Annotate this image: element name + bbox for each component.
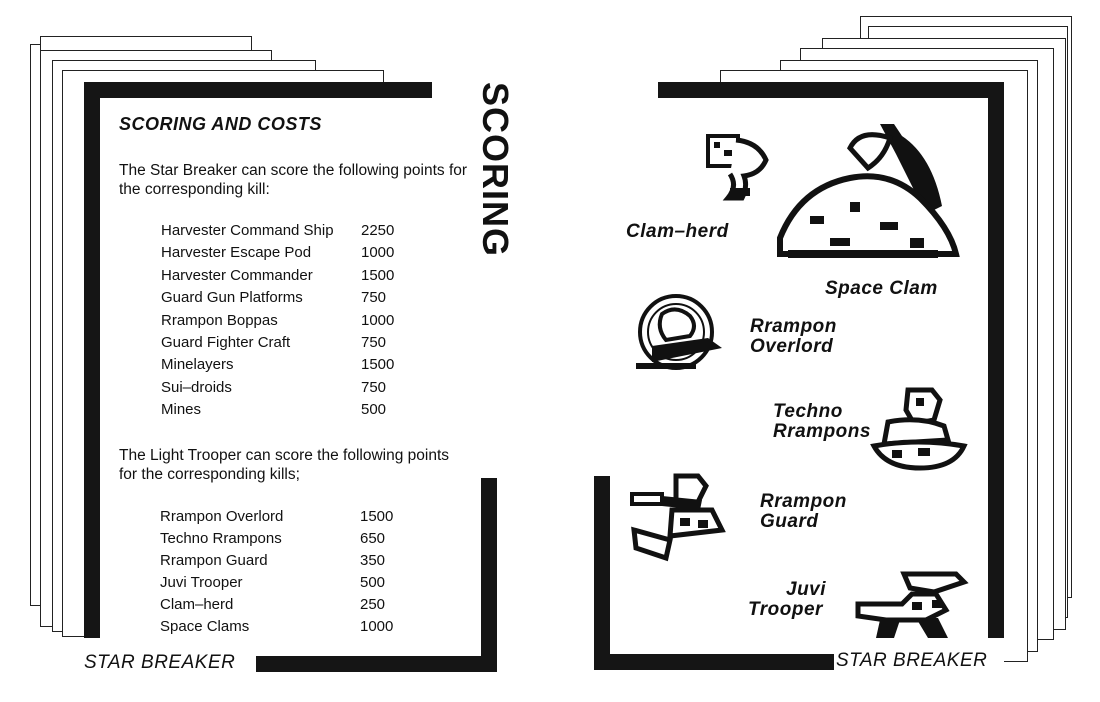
rrampon-overlord-label: Rrampon Overlord bbox=[750, 316, 837, 357]
left-footer-title: STAR BREAKER bbox=[84, 652, 236, 673]
frame-bar-right bbox=[481, 478, 497, 672]
vertical-page-title: SCORING bbox=[475, 82, 516, 258]
light-trooper-intro: The Light Trooper can score the following points for the corresponding kills; bbox=[119, 447, 449, 483]
frame-bar-right bbox=[988, 82, 1004, 638]
space-clam-label: Space Clam bbox=[825, 278, 938, 299]
rrampon-overlord-icon bbox=[632, 292, 728, 378]
rrampon-guard-label: Rrampon Guard bbox=[760, 491, 847, 532]
frame-bar-left bbox=[84, 82, 100, 638]
techno-rrampons-label: Techno Rrampons bbox=[773, 401, 871, 442]
techno-rrampons-icon bbox=[868, 386, 968, 472]
section-title: SCORING AND COSTS bbox=[119, 114, 322, 134]
frame-bar-top bbox=[84, 82, 432, 98]
juvi-trooper-label: Juvi Trooper bbox=[748, 579, 827, 620]
star-breaker-intro: The Star Breaker can score the following points for the corresponding kill: bbox=[119, 162, 468, 198]
frame-bar-top bbox=[658, 82, 1004, 98]
juvi-trooper-icon bbox=[854, 568, 970, 642]
frame-bar-bottom bbox=[594, 654, 834, 670]
right-footer-title: STAR BREAKER bbox=[836, 650, 988, 671]
space-clam-icon bbox=[760, 118, 960, 266]
clam-herd-label: Clam–herd bbox=[626, 221, 729, 242]
frame-bar-left bbox=[594, 476, 610, 670]
rrampon-guard-icon bbox=[628, 470, 732, 562]
frame-bar-bottom bbox=[256, 656, 496, 672]
